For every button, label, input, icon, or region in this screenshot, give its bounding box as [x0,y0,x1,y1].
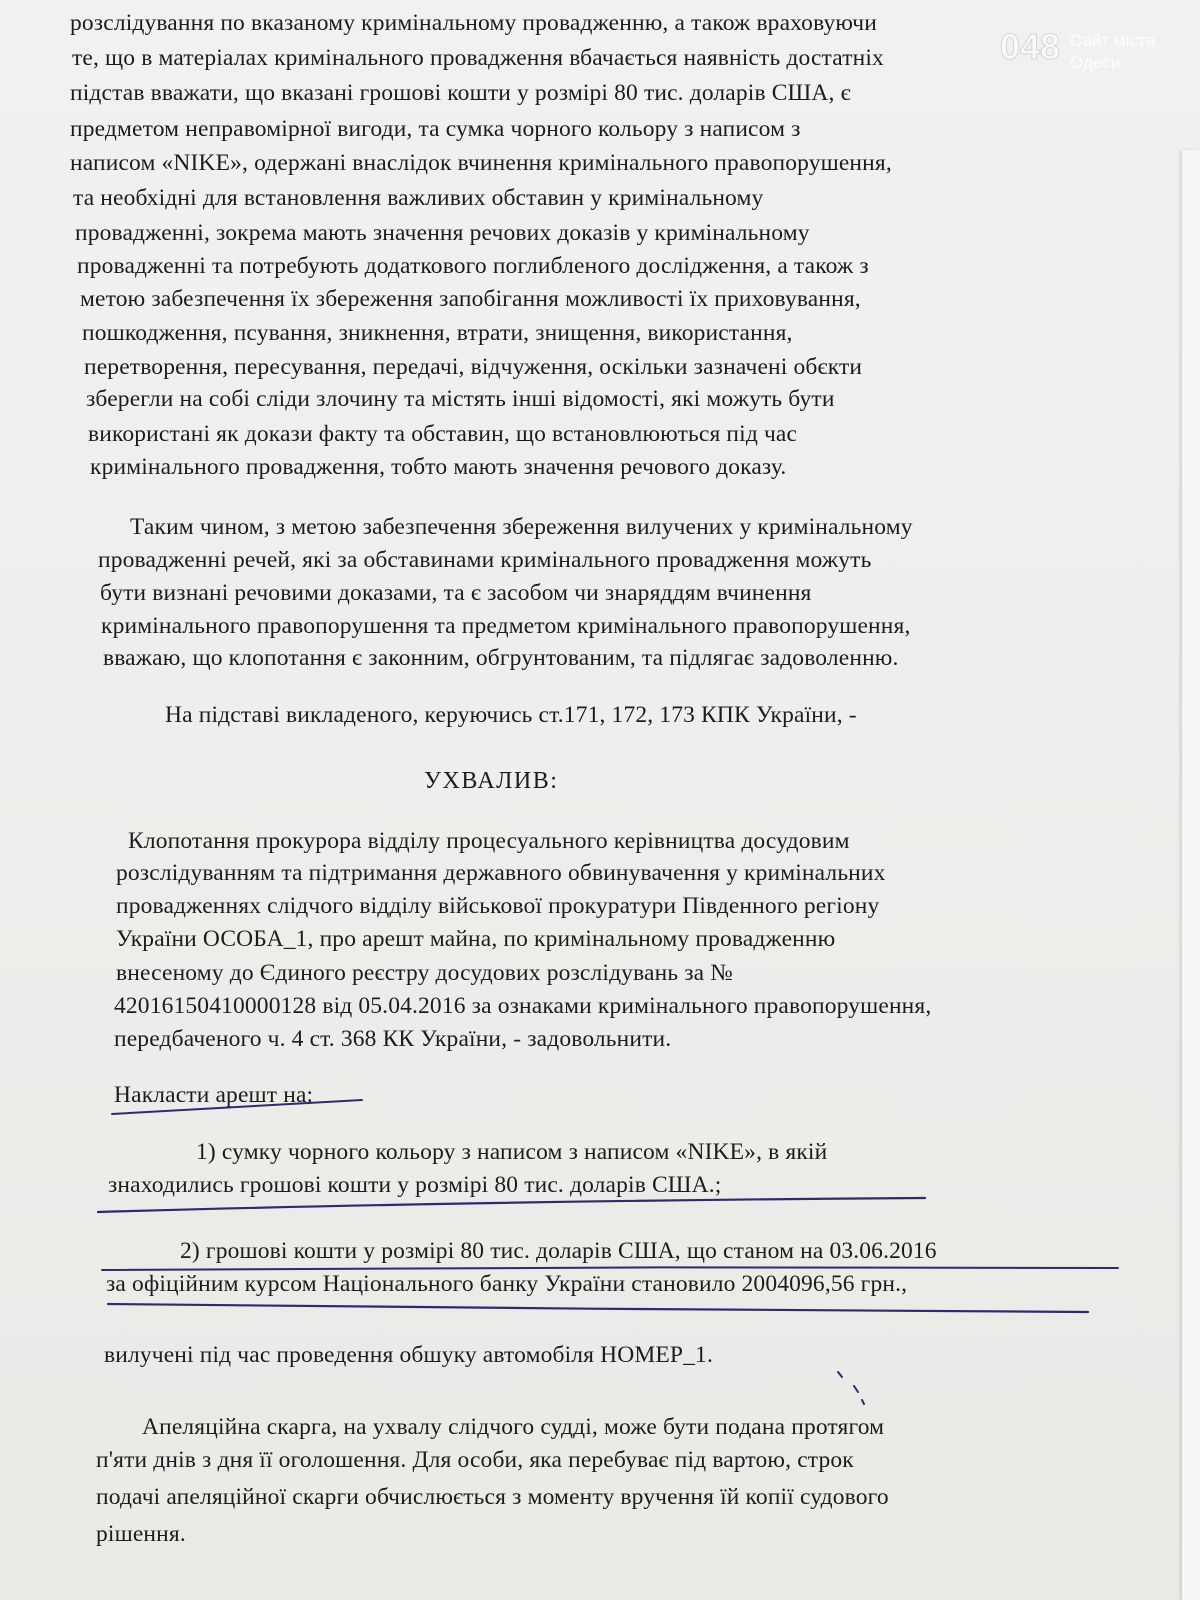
paragraph-line: предметом неправомірної вигоди, та сумка чорного кольору з написом з [70,116,801,142]
site-watermark [1000,26,1200,86]
paragraph-line: Таким чином, з метою забезпечення збереження вилучених у кримінальному [130,514,913,540]
paragraph-line: 42016150410000128 від 05.04.2016 за ознаками кримінального правопорушення, [114,993,932,1019]
paragraph-line: написом «NIKE», одержані внаслідок вчинення кримінального правопорушення, [70,150,892,176]
paragraph-line: провадженні речей, які за обставинами кримінального провадження можуть [98,547,872,573]
paragraph-line: провадженнях слідчого відділу військової прокуратури Південного регіону [116,893,880,919]
paragraph-line: рішення. [96,1521,186,1547]
paragraph-line: кримінального правопорушення та предметом кримінального правопорушення, [101,613,911,639]
paragraph-line: бути визнані речовими доказами, та є засобом чи знаряддям вчинення [100,580,812,606]
watermark-line-1: Сайт міста [1070,31,1155,50]
watermark-logo: 048 [1000,26,1061,67]
watermark-caption [1070,30,1155,74]
paragraph-line: метою забезпечення їх збереження запобігання можливості їх приховування, [80,286,861,312]
arrest-item-2-cont: за офіційним курсом Національного банку України становило 2004096,56 грн., [106,1271,908,1297]
paragraph-line: та необхідні для встановлення важливих обставин у кримінальному [73,185,764,211]
paragraph-line: України ОСОБА_1, про арешт майна, по кримінальному провадженню [116,926,836,952]
arrest-item-2: 2) грошові кошти у розмірі 80 тис. доларів США, що станом на 03.06.2016 [180,1238,937,1264]
arrest-item-1-cont: знаходились грошові кошти у розмірі 80 тис. доларів США.; [108,1172,722,1198]
paragraph-line: Апеляційна скарга, на ухвалу слідчого судді, може бути подана протягом [142,1414,885,1440]
paragraph-line: передбаченого ч. 4 ст. 368 КК України, - задовольнити. [114,1026,672,1052]
paragraph-line: підстав вважати, що вказані грошові кошти у розмірі 80 тис. доларів США, є [70,80,851,106]
paragraph-line: Клопотання прокурора відділу процесуального керівництва досудовим [128,828,850,854]
paragraph-line: зберегли на собі сліди злочину та містять інші відомості, які можуть бути [86,386,835,412]
paragraph-line: використані як докази факту та обставин, що встановлюються під час [88,421,798,447]
paragraph-line: кримінального провадження, тобто мають значення речового доказу. [90,454,787,480]
paragraph-line: розслідуванням та підтримання державного обвинувачення у кримінальних [116,860,886,886]
arrest-heading: Накласти арешт на: [114,1082,314,1108]
paragraph-line: подачі апеляційної скарги обчислюється з моменту вручення їй копії судового [96,1484,889,1510]
paragraph-line: перетворення, пересування, передачі, відчуження, оскільки зазначені обєкти [84,354,863,380]
paragraph-line: п'яти днів з дня її оголошення. Для особи, яка перебуває під вартою, строк [96,1447,854,1473]
paragraph-line: розслідування по вказаному кримінальному провадженню, а також враховуючи [70,10,877,36]
paragraph-line: те, що в матеріалах кримінального провадження вбачається наявність достатніх [72,45,884,71]
paragraph-line: вилучені під час проведення обшуку автомобіля НОМЕР_1. [104,1342,713,1368]
ruling-heading: УХВАЛИВ: [424,768,559,794]
paragraph-line: провадженні, зокрема мають значення речових доказів у кримінальному [75,220,810,246]
paragraph-line: провадженні та потребують додаткового поглибленого дослідження, а також з [77,253,869,279]
arrest-item-1: 1) сумку чорного кольору з написом з написом «NIKE», в якій [196,1139,828,1165]
paragraph-line: внесеному до Єдиного реєстру досудових розслідувань за № [116,960,733,986]
watermark-line-2: Одеси [1070,53,1121,72]
paragraph-line: пошкодження, псування, зникнення, втрати, знищення, використання, [82,320,793,346]
paragraph-line: На підставі викладеного, керуючись ст.171, 172, 173 КПК України, - [165,702,857,728]
paragraph-line: вважаю, що клопотання є законним, обгрунтованим, та підлягає задоволенню. [103,645,899,671]
